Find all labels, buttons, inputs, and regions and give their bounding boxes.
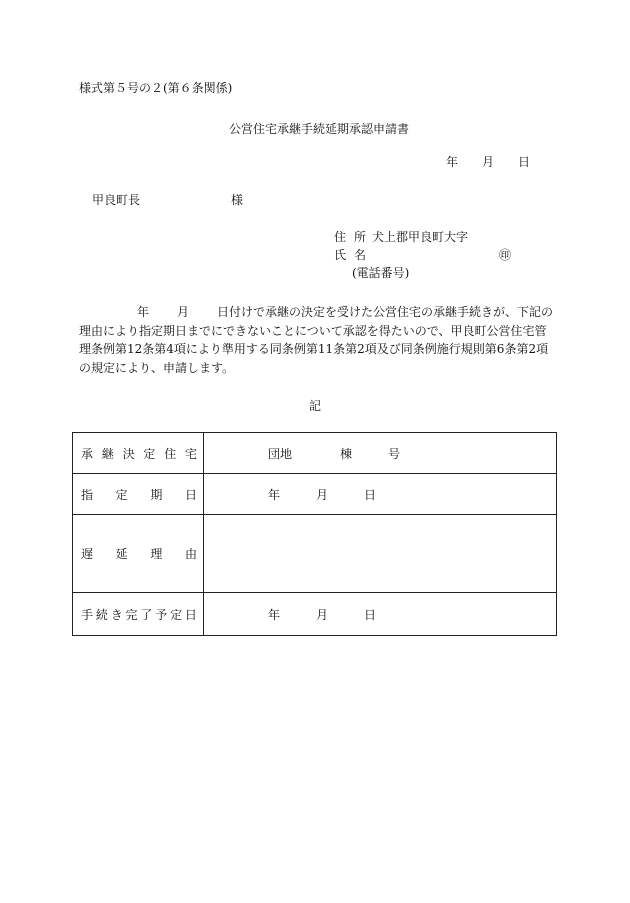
date-month-label: 月 <box>481 155 494 169</box>
name-label: 氏名 <box>334 248 375 262</box>
address-value: 犬上郡甲良町大字 <box>372 230 469 244</box>
address-label: 住所 <box>334 230 375 244</box>
unit-year: 年 <box>268 607 281 622</box>
unit-danchi: 団地 <box>268 446 293 461</box>
row-label-text: 指 定 期 日 <box>81 487 197 502</box>
row-label-text: 遅 延 理 由 <box>81 547 197 561</box>
unit-month: 月 <box>316 487 329 502</box>
body-text: 日付けで承継の決定を受けた公営住宅の承継手続きが、下記の理由により指定期日までにできないことについて承認を得たいので、甲良町公営住宅管理条例第12条第4項により準用する同条例第11条第2項及び同条例施行規則第6条第2項の規定により、申請します。 <box>79 305 554 376</box>
application-table <box>72 432 557 636</box>
row-value-cell[interactable] <box>204 593 557 636</box>
seal-mark: ㊞ <box>499 248 512 262</box>
unit-day: 日 <box>364 607 377 622</box>
applicant-address-line <box>334 228 468 246</box>
row-label-text: 手 続 き 完 了 予 定 日 <box>81 607 197 622</box>
ki-heading: 記 <box>309 399 322 413</box>
document-title: 公営住宅承継手続延期承認申請書 <box>229 122 410 136</box>
unit-mune: 棟 <box>340 446 353 461</box>
body-year-label: 年 <box>137 305 150 319</box>
phone-label: (電話番号) <box>352 266 410 280</box>
unit-day: 日 <box>364 487 377 502</box>
date-day-label: 日 <box>517 155 530 169</box>
body-paragraph <box>79 303 555 378</box>
addressee-honorific: 様 <box>231 193 244 207</box>
applicant-name-line <box>334 246 512 264</box>
date-year-label: 年 <box>446 155 459 169</box>
row-label <box>73 515 204 593</box>
unit-go: 号 <box>388 446 401 461</box>
table-row <box>73 593 557 636</box>
table-row <box>73 474 557 515</box>
row-value-cell[interactable] <box>204 515 557 593</box>
row-label-text: 承 継 決 定 住 宅 <box>81 446 197 461</box>
table-row <box>73 515 557 593</box>
row-label <box>73 593 204 636</box>
body-month-label: 月 <box>177 305 190 319</box>
row-label <box>73 474 204 515</box>
table-row <box>73 433 557 474</box>
form-number: 様式第５号の２(第６条関係) <box>79 81 233 95</box>
row-label <box>73 433 204 474</box>
row-value-cell[interactable] <box>204 433 557 474</box>
unit-month: 月 <box>316 607 329 622</box>
addressee-name: 甲良町長 <box>92 193 141 207</box>
unit-year: 年 <box>268 487 281 502</box>
row-value-cell[interactable] <box>204 474 557 515</box>
date-line <box>446 154 530 170</box>
applicant-block <box>334 228 512 282</box>
